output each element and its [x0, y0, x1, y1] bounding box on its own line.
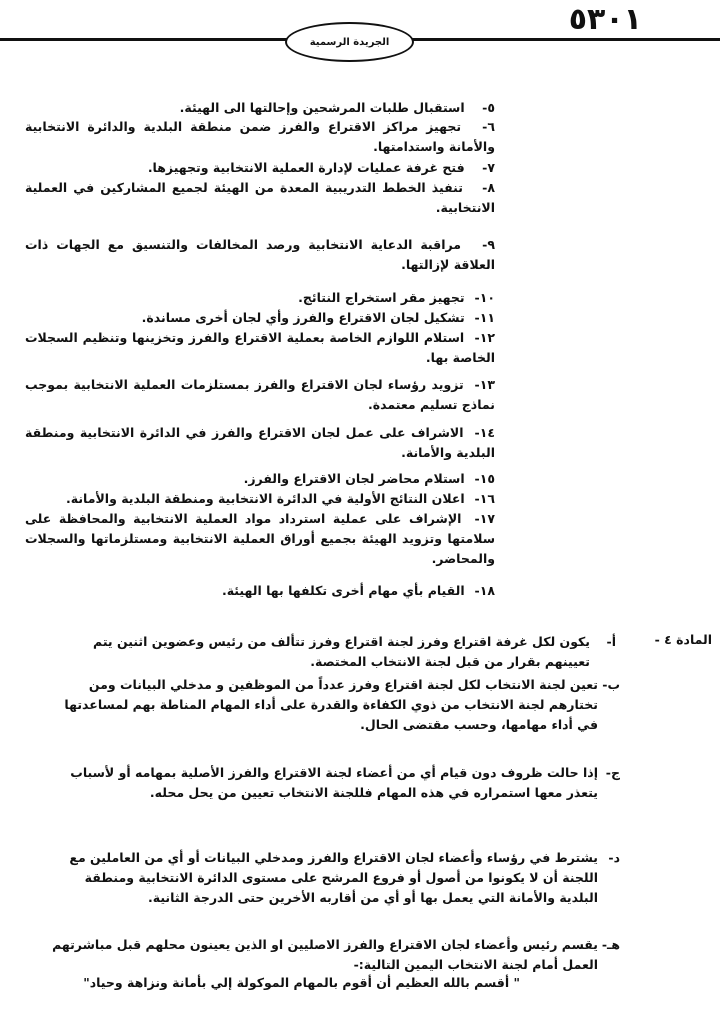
item-text: تجهيز مراكز الاقتراع والفرز ضمن منطقة البلدية والدائرة الانتخابية والأمانة واستدامتها. [25, 119, 495, 154]
item-number: ١٨- [474, 583, 495, 598]
item-text: الاشراف على عمل لجان الاقتراع والفرز في الدائرة الانتخابية ومنطقة البلدية والأمانة. [25, 425, 495, 460]
item-number: ٨- [482, 180, 495, 195]
list-item [25, 308, 495, 328]
item-number: ٩- [482, 237, 495, 252]
item-text: مراقبة الدعاية الانتخابية ورصد المخالفات والتنسيق مع الجهات ذات العلاقة لإزالتها. [25, 237, 495, 272]
list-item [25, 328, 495, 368]
list-item [25, 489, 495, 509]
list-item [25, 509, 495, 569]
list-item [25, 288, 495, 308]
item-number: ١٦- [474, 491, 495, 506]
item-number: ١٣- [474, 377, 495, 392]
item-text: اعلان النتائج الأولية في الدائرة الانتخابية ومنطقة البلدية والأمانة. [66, 491, 465, 506]
article-subsection [43, 763, 620, 803]
item-text: استلام محاضر لجان الاقتراع والفرز. [243, 471, 465, 486]
article-subsection [43, 935, 620, 975]
article-subsection [45, 632, 616, 672]
subsection-text: إذا حالت ظروف دون قيام أي من أعضاء لجنة الاقتراع والفرز الأصلية بمهامه أو لأسباب يتعذر معها استمراره في هذه المهام فللجنة الانتخاب تعيين من يحل محله. [70, 765, 598, 800]
page-number: ٥٣٠١ [568, 2, 642, 37]
item-text: تشكيل لجان الاقتراع والفرز وأي لجان أخرى مساندة. [141, 310, 465, 325]
subsection-text: تعين لجنة الانتخاب لكل لجنة اقتراع وفرز عدداً من الموظفين و مدخلي البيانات ومن تختارهم لجنة الانتخاب من ذوي الكفاءة والقدرة على أداء المهام المناطة بهم لمساعدتها في أداء مهامها، وحسب مقتضى الحال. [64, 677, 598, 732]
subsection-mark: ب- [602, 677, 620, 692]
list-item [25, 178, 495, 218]
subsection-text: يكون لكل غرفة اقتراع وفرز لجنة اقتراع وفرز تتألف من رئيس وعضوين اثنين يتم تعيينهم بقرار من قبل لجنة الانتخاب المختصة. [93, 634, 590, 669]
subsection-mark: هـ- [601, 937, 620, 952]
list-item [25, 117, 495, 157]
oath-text: " أقسم بالله العظيم أن أقوم بالمهام الموكولة إلي بأمانة ونزاهة وحياد" [83, 975, 520, 990]
item-text: تجهيز مقر استخراج النتائج. [298, 290, 465, 305]
list-item [25, 375, 495, 415]
item-text: فتح غرفة عمليات لإدارة العملية الانتخابية وتجهيزها. [147, 160, 465, 175]
article-label: المادة ٤ - [654, 632, 712, 647]
item-number: ١٠- [474, 290, 495, 305]
item-text: الإشراف على عملية استرداد مواد العملية الانتخابية والمحافظة على سلامتها وتزويد الهيئة بجميع أوراق العملية الانتخابية ومستلزماتها والسجلات والمحاضر. [25, 511, 495, 566]
subsection-mark: د- [608, 850, 620, 865]
subsection-text: يقسم رئيس وأعضاء لجان الاقتراع والفرز الاصليين او الذين يعينون محلهم قبل مباشرتهم العمل أمام لجنة الانتخاب اليمين التالية:- [52, 937, 598, 972]
list-item [25, 98, 495, 118]
subsection-mark: أ- [606, 634, 616, 649]
item-number: ٦- [482, 119, 495, 134]
subsection-text: يشترط في رؤساء وأعضاء لجان الاقتراع والفرز ومدخلي البيانات أو أي من العاملين مع اللجنة أن لا يكونوا من أصول أو فروع المرشح على مستوى الدائرة الانتخابية ومنطقة البلدية والأمانة التي يعمل بها أو أي من أقاربه الأخرين حتى الدرجة الثانية. [69, 850, 598, 905]
item-number: ١٤- [474, 425, 495, 440]
item-number: ٥- [482, 100, 495, 115]
list-item [25, 235, 495, 275]
item-number: ٧- [482, 160, 495, 175]
item-text: استلام اللوازم الخاصة بعملية الاقتراع والفرز وتخزينها وتنظيم السجلات الخاصة بها. [25, 330, 495, 365]
gazette-title: الجريدة الرسمية [309, 36, 390, 48]
item-number: ١٧- [474, 511, 495, 526]
article-subsection [43, 675, 620, 735]
item-text: تزويد رؤساء لجان الاقتراع والفرز بمستلزمات العملية الانتخابية بموجب نماذج تسليم معتمدة. [25, 377, 495, 412]
article-subsection [43, 848, 620, 908]
list-item [25, 581, 495, 601]
item-text: استقبال طلبات المرشحين وإحالتها الى الهيئة. [179, 100, 465, 115]
item-number: ١٢- [474, 330, 495, 345]
list-item [25, 469, 495, 489]
item-number: ١٥- [474, 471, 495, 486]
subsection-mark: ج- [605, 765, 620, 780]
list-item [25, 158, 495, 178]
item-text: تنفيذ الخطط التدريبية المعدة من الهيئة لجميع المشاركين في العملية الانتخابية. [25, 180, 495, 215]
list-item [25, 423, 495, 463]
item-text: القيام بأي مهام أخرى تكلفها بها الهيئة. [221, 583, 465, 598]
item-number: ١١- [474, 310, 495, 325]
